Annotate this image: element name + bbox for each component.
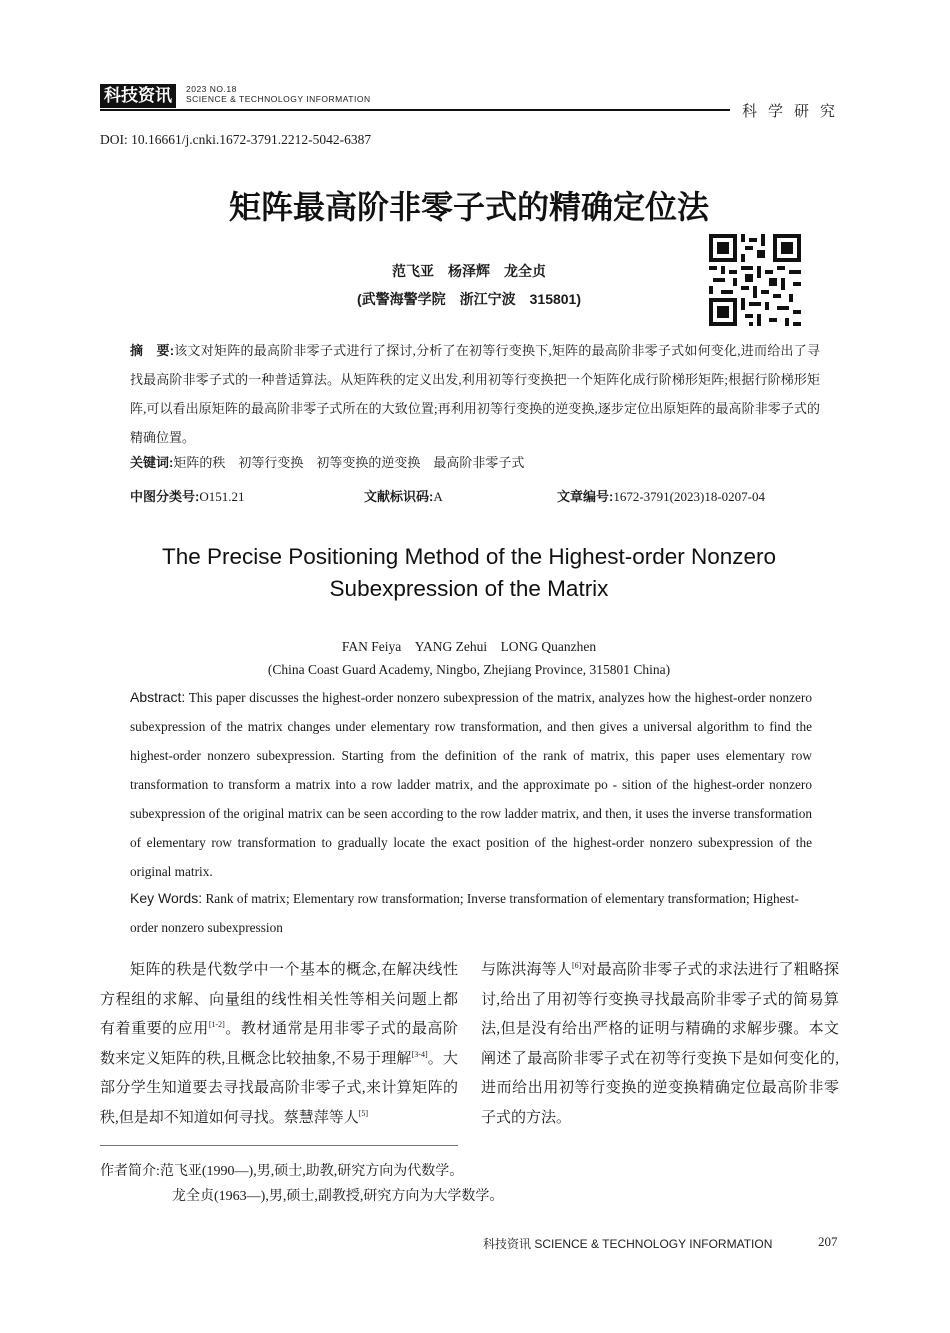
clc-label: 中图分类号: [130,489,200,504]
body-text: 矩阵的秩是代数学中一个基本的概念,在解决线性方程组的求解、向量组的线性相关性等相关问题上都有着重要的应用 [100,962,458,1037]
footnote-rule [100,1145,458,1146]
citation: [1-2] [208,1020,225,1029]
abstract-en-text: This paper discusses the highest-order nonzero subexpression of the matrix, analyzes how the highest-order nonzero subexpression of the matrix changes under elementary row transformation, and then gives a universal algorithm to find the highest-order nonzero subexpression. Starting from the definition of the rank of matrix, this paper uses elementary row transformation to transform a matrix into a row ladder matrix, and the approximate po - sition of the highest-order nonzero subexpression of the original matrix can be seen according to the row ladder matrix, and then, it uses the inverse transformation of elementary row transformation to gradually locate the exact position of the highest-order nonzero subexpression of the original matrix. [130,690,812,879]
clc-number [130,486,244,505]
author-bio-text: 范飞亚(1990—),男,硕士,助教,研究方向为代数学。 [159,1164,464,1179]
issue-info [186,84,371,104]
title-en [0,541,938,605]
authors-cn: 范飞亚 杨泽辉 龙全贞 [392,263,546,279]
journal-logo: 科技资讯 [100,84,176,108]
header-rule [100,109,730,111]
abstract-en [130,683,812,886]
title-en-line2: Subexpression of the Matrix [329,576,609,601]
authors-en: FAN Feiya YANG Zehui LONG Quanzhen [341,639,597,654]
citation: [3-4] [411,1049,428,1059]
journal-english-name: SCIENCE & TECHNOLOGY INFORMATION [186,94,371,104]
affiliation-cn: (武警海警学院 浙江宁波 315801) [356,291,582,307]
page-footer: 科技资讯 SCIENCE & TECHNOLOGY INFORMATION [483,1237,773,1251]
affiliation-en: (China Coast Guard Academy, Ningbo, Zhejiang Province, 315801 China) [267,662,671,677]
body-column-left [100,956,458,1133]
keywords-en [130,884,812,942]
body-paragraph [481,956,839,1133]
keywords-en-text: Rank of matrix; Elementary row transformation; Inverse transformation of elementary transformation; Highest-order nonzero subexpression [130,891,799,935]
clc-value: O151.21 [199,489,245,504]
document-code [364,486,443,505]
article-number-label: 文章编号: [557,489,614,504]
author-bio-1 [100,1160,463,1180]
title-en-line1: The Precise Positioning Method of the Highest-order Nonzero [161,544,777,569]
title-cn: 矩阵最高阶非零子式的精确定位法 [228,189,709,225]
body-column-right [481,956,839,1133]
author-bio-2: 龙全贞(1963—),男,硕士,副教授,研究方向为大学数学。 [172,1189,504,1204]
abstract-en-label: Abstract: [130,689,186,705]
qr-code-icon [709,234,801,326]
keywords-cn-text: 矩阵的秩 初等行变换 初等变换的逆变换 最高阶非零子式 [173,455,525,470]
body-text: 。教材通常是用非零子式的最高阶数来定义矩阵的秩,且概念比较抽象,不易于理解 [100,1021,458,1067]
abstract-cn-label: 摘 要: [130,343,175,358]
body-text: 对最高阶非零子式的求法进行了粗略探讨,给出了用初等行变换寻找最高阶非零子式的简易算法,但是没有给出严格的证明与精确的求解步骤。本文阐述了最高阶非零子式在初等行变换下是如何变化的,进而给出用初等行变换的逆变换精确定位最高阶非零子式的方法。 [481,962,839,1126]
section-label: 科学研究 [742,102,847,120]
author-bio-label: 作者简介: [100,1164,160,1179]
body-paragraph [100,956,458,1133]
citation: [6] [571,961,582,970]
keywords-en-label: Key Words: [130,890,203,906]
body-text: 与陈洪海等人 [481,962,572,978]
page-number: 207 [818,1234,838,1249]
article-number [557,486,765,505]
doi: DOI: 10.16661/j.cnki.1672-3791.2212-5042-6387 [100,132,372,147]
abstract-cn-text: 该文对矩阵的最高阶非零子式进行了探讨,分析了在初等行变换下,矩阵的最高阶非零子式如何变化,进而给出了寻找最高阶非零子式的一种普适算法。从矩阵秩的定义出发,利用初等行变换把一个矩阵化成行阶梯形矩阵;根据行阶梯形矩阵,可以看出原矩阵的最高阶非零子式所在的大致位置;再利用初等行变换的逆变换,逐步定位出原矩阵的最高阶非零子式的精确位置。 [130,343,820,445]
doc-code-label: 文献标识码: [364,489,434,504]
issue-number: 2023 NO.18 [186,84,237,94]
abstract-cn [130,336,820,452]
article-number-value: 1672-3791(2023)18-0207-04 [613,489,765,504]
keywords-cn-label: 关键词: [130,455,174,470]
doc-code-value: A [433,489,443,504]
body-text: 。大部分学生知道要去寻找最高阶非零子式,来计算矩阵的秩,但是却不知道如何寻找。蔡慧萍等人 [100,1050,458,1126]
keywords-cn [130,453,820,473]
citation: [5] [358,1108,369,1118]
